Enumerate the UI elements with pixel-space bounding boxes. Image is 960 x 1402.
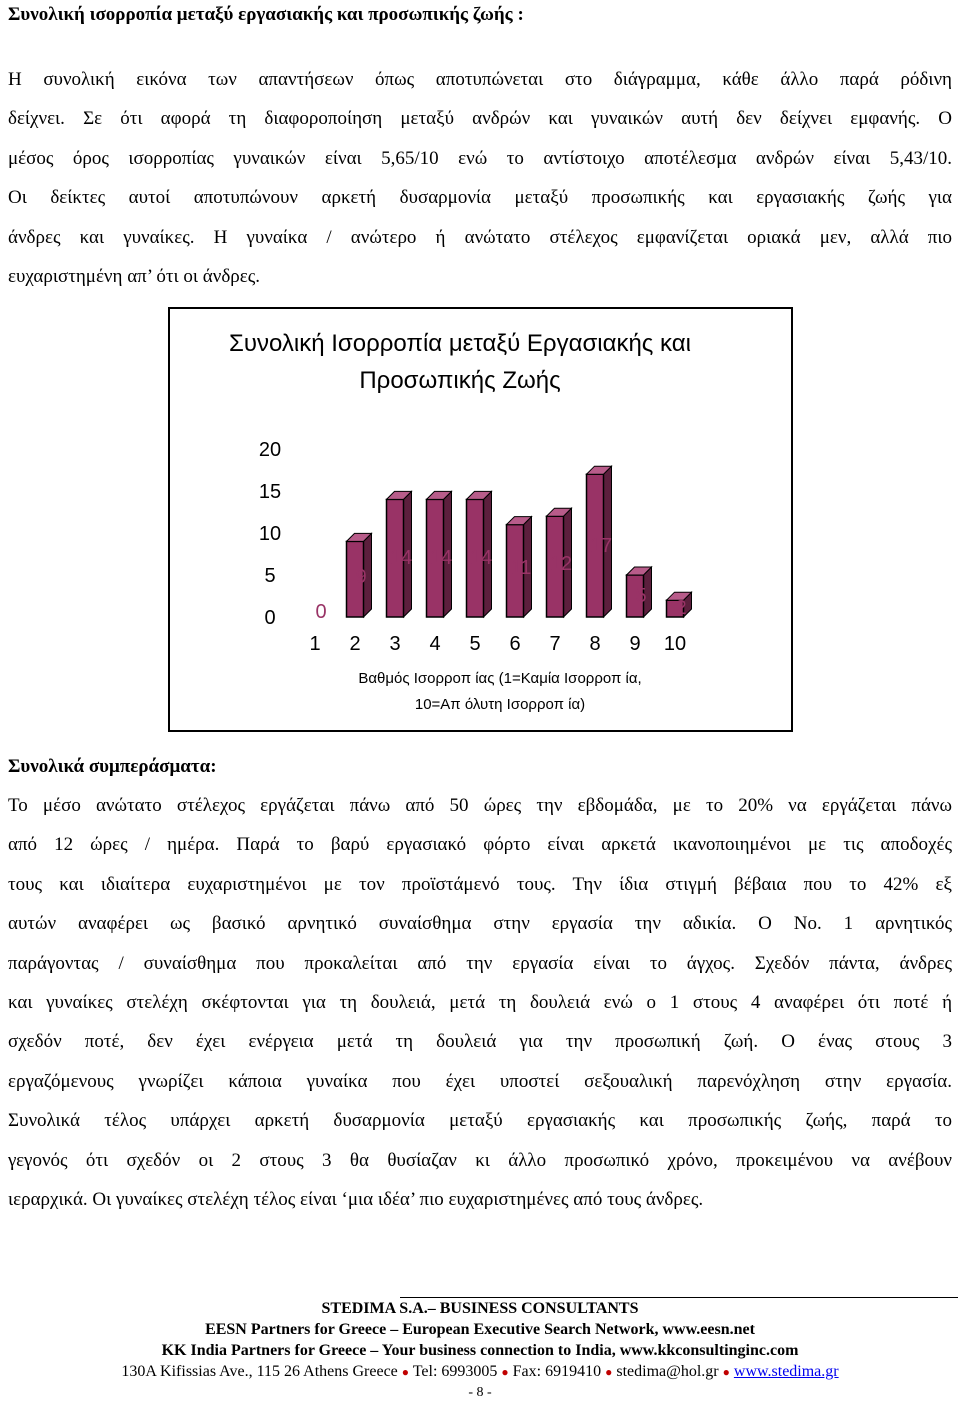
data-label: 14	[389, 547, 413, 569]
footer-company: STEDIMA S.A.– BUSINESS CONSULTANTS	[321, 1300, 639, 1317]
x-tick-label: 2	[349, 633, 361, 655]
y-tick-label: 0	[264, 607, 276, 629]
paragraph-line: εργαζόμενους γνωρίζει κάποια γυναίκα που έχει υποστεί σεξουαλική παρενόχληση στην εργασία.	[8, 1070, 952, 1092]
chart-frame	[168, 307, 793, 732]
data-label: 12	[549, 553, 573, 575]
section-heading-balance: Συνολική ισορροπία μεταξύ εργασιακής και προσωπικής ζωής :	[8, 4, 524, 25]
footer-fax: Fax: 6919410	[512, 1363, 602, 1380]
data-label: 17	[589, 535, 613, 557]
data-label: 5	[635, 585, 647, 607]
bullet-icon: ●	[401, 1365, 410, 1379]
paragraph-line: μέσος όρος ισορροπίας γυναικών είναι 5,65/10 ενώ το αντίστοιχο αποτέλεσμα ανδρών είναι 5,43/10.	[8, 147, 952, 169]
bullet-icon: ●	[605, 1365, 613, 1379]
paragraph-line: Συνολικά τέλος υπάρχει αρκετή δυσαρμονία μεταξύ εργασιακής και προσωπικής ζωής, παρά το	[8, 1110, 952, 1132]
bullet-icon: ●	[501, 1365, 509, 1379]
paragraph-balance	[8, 60, 952, 296]
paragraph-line: παράγοντας / συναίσθημα που προκαλείται από την εργασία είναι το άγχος. Σχεδόν πάντα, άνδρες	[8, 952, 952, 974]
x-tick-label: 8	[589, 633, 601, 655]
chart-title-line2: Προσωπικής Ζωής	[359, 367, 561, 394]
footer-address: 130A Kifissias Ave., 115 26 Athens Greece	[121, 1363, 398, 1380]
x-tick-label: 10	[663, 633, 687, 655]
data-label: 14	[469, 547, 493, 569]
paragraph-line: τους και ιδιαίτερα ευχαριστημένοι με τον προϊστάμενό τους. Την ίδια στιγμή βέβαια που το 42% εξ	[8, 873, 952, 895]
paragraph-line: από 12 ώρες / ημέρα. Παρά το βαρύ εργασιακό φόρτο είναι αρκετά ικανοποιημένοι με τις αποδοχές	[8, 834, 952, 856]
x-tick-label: 6	[509, 633, 521, 655]
section-heading-conclusions: Συνολικά συμπεράσματα:	[8, 756, 217, 777]
paragraph-line: αυτών αναφέρει ως βασικό αρνητικό συναίσθημα στην εργασία την αδικία. Ο Νο. 1 αρνητικός	[8, 913, 952, 935]
x-tick-label: 3	[389, 633, 401, 655]
y-tick-label: 15	[258, 481, 282, 503]
footer-website-link[interactable]: www.stedima.gr	[733, 1363, 839, 1380]
x-tick-label: 9	[629, 633, 641, 655]
data-label: 2	[675, 597, 687, 619]
x-axis-label-line1: Βαθμός Ισορροπ ίας (1=Καμία Ισορροπ ία,	[358, 670, 642, 687]
paragraph-line: και γυναίκες στελέχη σκέφτονται για τη δουλειά, μετά τη δουλειά ενώ ο 1 στους 4 αναφέρει ότι ποτέ ή	[8, 991, 952, 1013]
paragraph-line: άνδρες και γυναίκες. Η γυναίκα / ανώτερο ή ανώτατο στέλεχος εμφανίζεται οριακά μεν, αλλά πιο	[8, 226, 952, 248]
footer-tel: Tel: 6993005	[412, 1363, 498, 1380]
x-tick-label: 1	[309, 633, 321, 655]
data-label: 14	[429, 547, 453, 569]
x-tick-label: 4	[429, 633, 441, 655]
paragraph-line: Οι δείκτες αυτοί αποτυπώνουν αρκετή δυσαρμονία μεταξύ προσωπικής και εργασιακής ζωής για	[8, 187, 952, 209]
x-axis-label-line2: 10=Απ όλυτη Ισορροπ ία)	[414, 696, 586, 713]
y-tick-label: 20	[258, 439, 282, 461]
paragraph-line: Το μέσο ανώτατο στέλεχος εργάζεται πάνω από 50 ώρες την εβδομάδα, με το 20% να εργάζεται πάνω	[8, 795, 952, 816]
x-tick-label: 7	[549, 633, 561, 655]
bar-chart	[170, 309, 791, 730]
footer-divider	[400, 1297, 958, 1298]
paragraph-line: γεγονός ότι σχεδόν οι 2 στους 3 θα θυσίαζαν κι άλλο προσωπικό χρόνο, προκειμένου να ανέβουν	[8, 1149, 952, 1171]
page-number: - 8 -	[468, 1385, 492, 1400]
bullet-icon: ●	[722, 1365, 730, 1379]
paragraph-line: ευχαριστημένη απ’ ότι οι άνδρες.	[8, 265, 261, 287]
paragraph-line: Η συνολική εικόνα των απαντήσεων όπως αποτυπώνεται στο διάγραμμα, κάθε άλλο παρά ρόδινη	[8, 69, 952, 90]
chart-title-line1: Συνολική Ισορροπία μεταξύ Εργασιακής και	[229, 330, 691, 357]
paragraph-line: ιεραρχικά. Οι γυναίκες στελέχη τέλος είναι ‘μια ιδέα’ πιο ευχαριστημένες από τους άνδρες.	[8, 1188, 704, 1210]
footer-eesn: EESN Partners for Greece – European Executive Search Network, www.eesn.net	[205, 1321, 755, 1338]
footer-contact	[0, 1363, 960, 1381]
x-tick-label: 5	[469, 633, 481, 655]
paragraph-conclusions	[8, 786, 952, 1219]
y-tick-label: 5	[264, 565, 276, 587]
data-label: 9	[355, 566, 367, 588]
data-label: 11	[510, 557, 532, 579]
footer-email: stedima@hol.gr	[616, 1363, 719, 1380]
y-tick-label: 10	[258, 523, 282, 545]
footer-kk-india: KK India Partners for Greece – Your business connection to India, www.kkconsultinginc.com	[161, 1342, 799, 1359]
data-label: 0	[315, 601, 327, 623]
paragraph-line: δείχνει. Σε ότι αφορά τη διαφοροποίηση μεταξύ ανδρών και γυναικών αυτή δεν δείχνει εμφανής. Ο	[8, 108, 952, 130]
paragraph-line: σχεδόν ποτέ, δεν έχει ενέργεια μετά τη δουλειά για την προσωπική ζωή. Ο ένας στους 3	[8, 1031, 952, 1053]
